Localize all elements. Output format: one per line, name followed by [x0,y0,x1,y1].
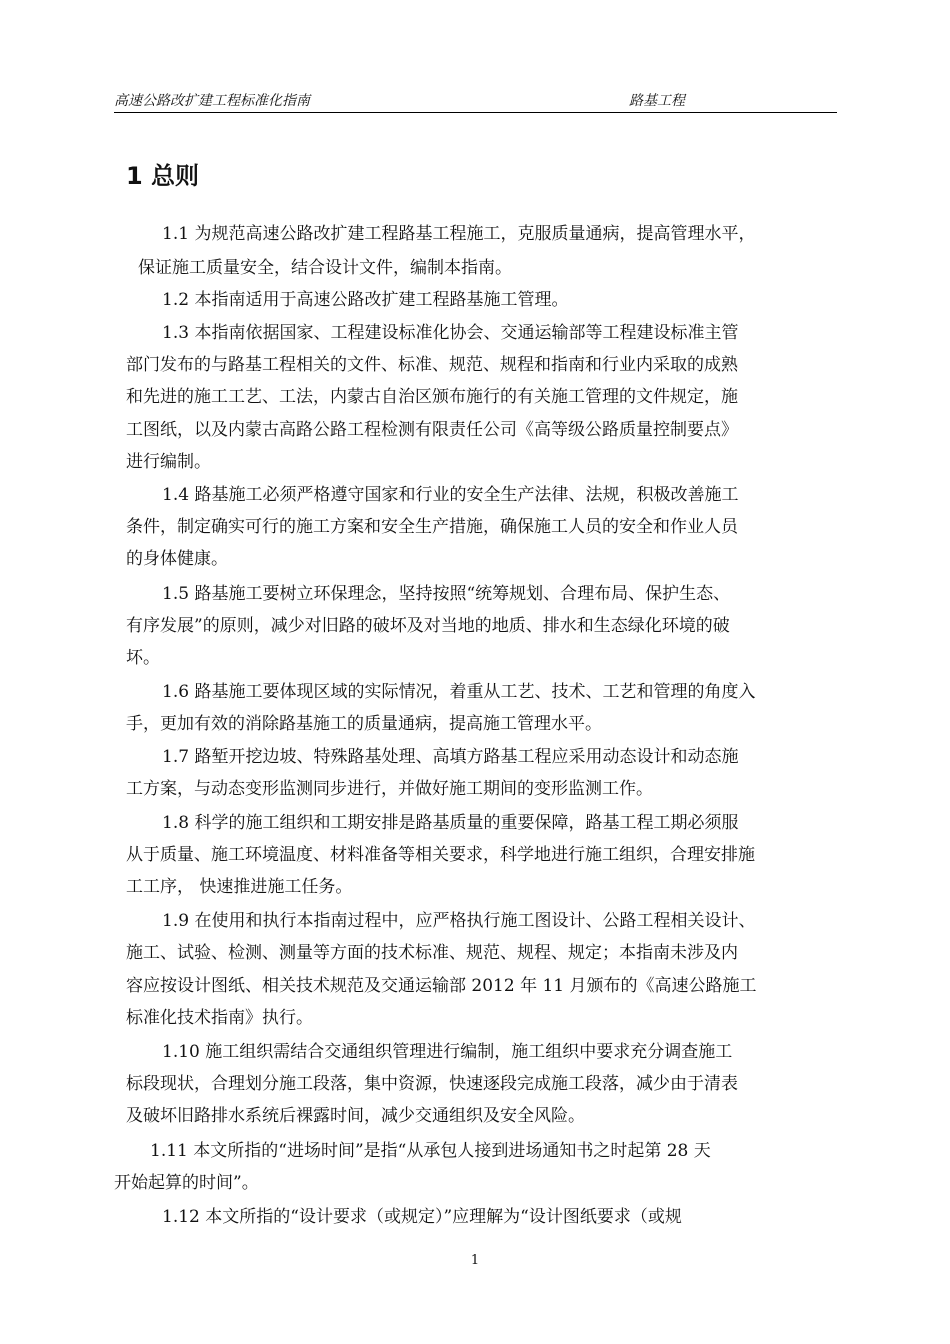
text-line: 工方案，与动态变形监测同步进行，并做好施工期间的变形监测工作。 [126,779,653,799]
text-line: 1.8 科学的施工组织和工期安排是路基质量的重要保障，路基工程工期必须服 [162,813,739,833]
text-line: 标准化技术指南》执行。 [126,1008,313,1028]
text-line: 1.7 路堑开挖边坡、特殊路基处理、高填方路基工程应采用动态设计和动态施 [162,747,739,767]
text-line: 1.2 本指南适用于高速公路改扩建工程路基施工管理。 [162,290,569,310]
section-title: 1 总则 [126,162,200,190]
text-line: 及破坏旧路排水系统后裸露时间，减少交通组织及安全风险。 [126,1106,585,1126]
header-document-title: 高速公路改扩建工程标准化指南 [114,93,310,109]
text-line: 手，更加有效的消除路基施工的质量通病，提高施工管理水平。 [126,714,602,734]
text-line: 1.9 在使用和执行本指南过程中，应严格执行施工图设计、公路工程相关设计、 [162,911,756,931]
text-line: 部门发布的与路基工程相关的文件、标准、规范、规程和指南和行业内采取的成熟 [126,355,738,375]
text-line: 从于质量、施工环境温度、材料准备等相关要求，科学地进行施工组织，合理安排施 [126,845,755,865]
text-line: 有序发展”的原则，减少对旧路的破坏及对当地的地质、排水和生态绿化环境的破 [126,616,730,636]
text-line: 进行编制。 [126,452,211,472]
text-line: 1.12 本文所指的“设计要求（或规定）”应理解为“设计图纸要求（或规 [162,1207,682,1227]
text-line: 开始起算的时间”。 [114,1173,259,1193]
text-line: 施工、试验、检测、测量等方面的技术标准、规范、规程、规定；本指南未涉及内 [126,943,738,963]
text-line: 1.11 本文所指的“进场时间”是指“从承包人接到进场通知书之时起第 28 天 [150,1141,711,1161]
text-line: 条件，制定确实可行的施工方案和安全生产措施，确保施工人员的安全和作业人员 [126,517,738,537]
text-line: 容应按设计图纸、相关技术规范及交通运输部 2012 年 11 月颁布的《高速公路施工 [126,976,757,996]
text-line: 1.3 本指南依据国家、工程建设标准化协会、交通运输部等工程建设标准主管 [162,323,739,343]
text-line: 工图纸，以及内蒙古高路公路工程检测有限责任公司《高等级公路质量控制要点》 [126,420,738,440]
text-line: 标段现状，合理划分施工段落，集中资源，快速逐段完成施工段落，减少由于清表 [126,1074,738,1094]
text-line: 保证施工质量安全，结合设计文件，编制本指南。 [138,258,512,278]
header-chapter-name: 路基工程 [629,93,685,109]
text-line: 坏。 [126,648,160,668]
text-line: 1.4 路基施工必须严格遵守国家和行业的安全生产法律、法规，积极改善施工 [162,485,739,505]
text-line: 1.1 为规范高速公路改扩建工程路基工程施工，克服质量通病，提高管理水平， [162,224,756,244]
text-line: 工工序， 快速推进施工任务。 [126,877,353,897]
text-line: 和先进的施工工艺、工法，内蒙古自治区颁布施行的有关施工管理的文件规定，施 [126,387,738,407]
text-line: 1.5 路基施工要树立环保理念，坚持按照“统筹规划、合理布局、保护生态、 [162,584,731,604]
text-line: 的身体健康。 [126,549,228,569]
text-line: 1.6 路基施工要体现区域的实际情况，着重从工艺、技术、工艺和管理的角度入 [162,682,756,702]
page-number: 1 [470,1253,480,1268]
running-header [114,92,837,113]
text-line: 1.10 施工组织需结合交通组织管理进行编制，施工组织中要求充分调查施工 [162,1042,733,1062]
